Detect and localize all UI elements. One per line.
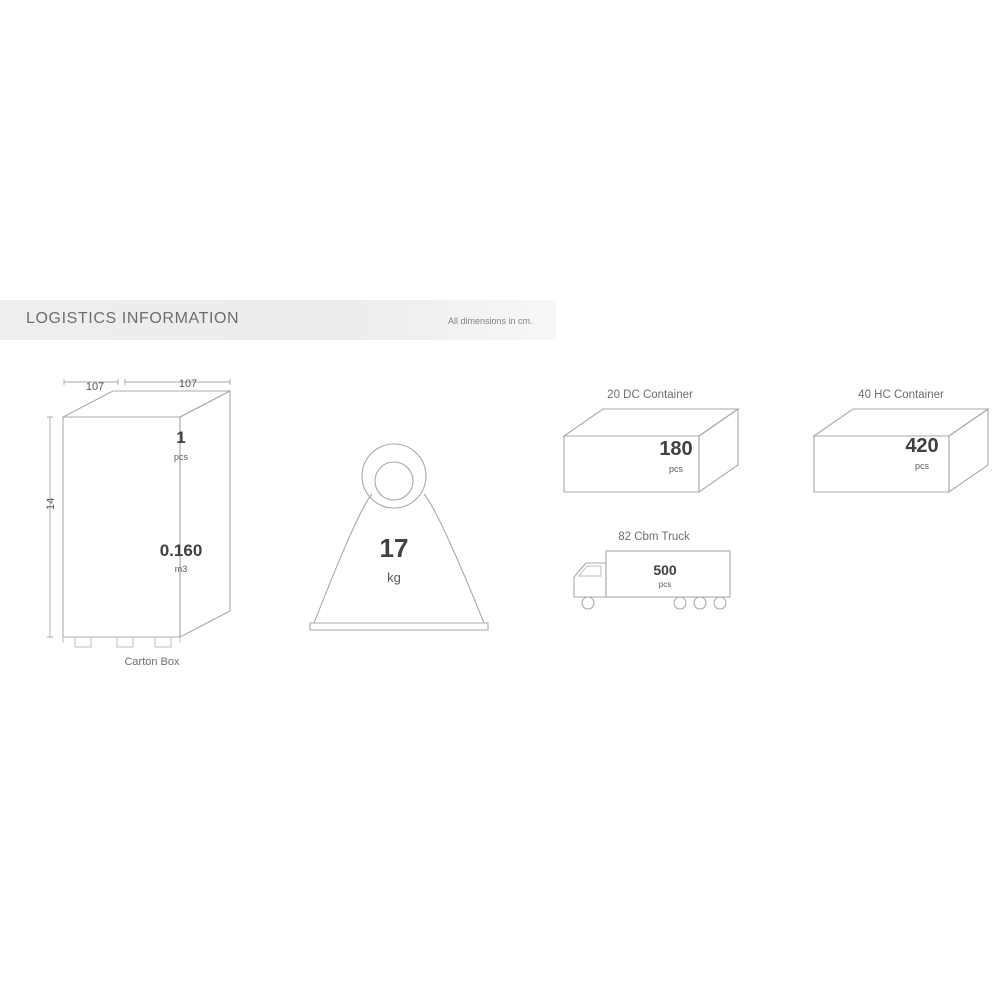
page-title: LOGISTICS INFORMATION (26, 310, 240, 327)
carton-dim-top-right: 107 (178, 378, 198, 390)
carton-qty-unit: pcs (173, 452, 189, 462)
carton-dim-top-left: 107 (85, 381, 105, 393)
container-20dc-unit: pcs (668, 464, 684, 474)
container-40hc-title: 40 HC Container (858, 389, 944, 401)
carton-qty-value: 1 (176, 428, 186, 447)
truck-icon (568, 549, 740, 619)
container-20dc-title: 20 DC Container (607, 389, 693, 401)
truck-unit: pcs (658, 580, 672, 589)
carton-dimension-lines (55, 370, 265, 660)
container-20dc-icon (563, 408, 743, 508)
weight-unit: kg (387, 570, 401, 585)
carton-volume-value: 0.160 (159, 541, 203, 560)
carton-box-label: Carton Box (124, 656, 180, 668)
container-40hc-icon (813, 408, 993, 508)
container-40hc-unit: pcs (914, 461, 930, 471)
container-20dc-value: 180 (659, 438, 693, 460)
carton-volume-unit: m3 (174, 564, 188, 574)
truck-value: 500 (653, 562, 677, 578)
carton-dim-height: 14 (45, 497, 57, 510)
dimensions-note: All dimensions in cm. (448, 316, 533, 326)
truck-title: 82 Cbm Truck (618, 531, 690, 543)
container-40hc-value: 420 (905, 435, 939, 457)
weight-value: 17 (379, 533, 409, 563)
